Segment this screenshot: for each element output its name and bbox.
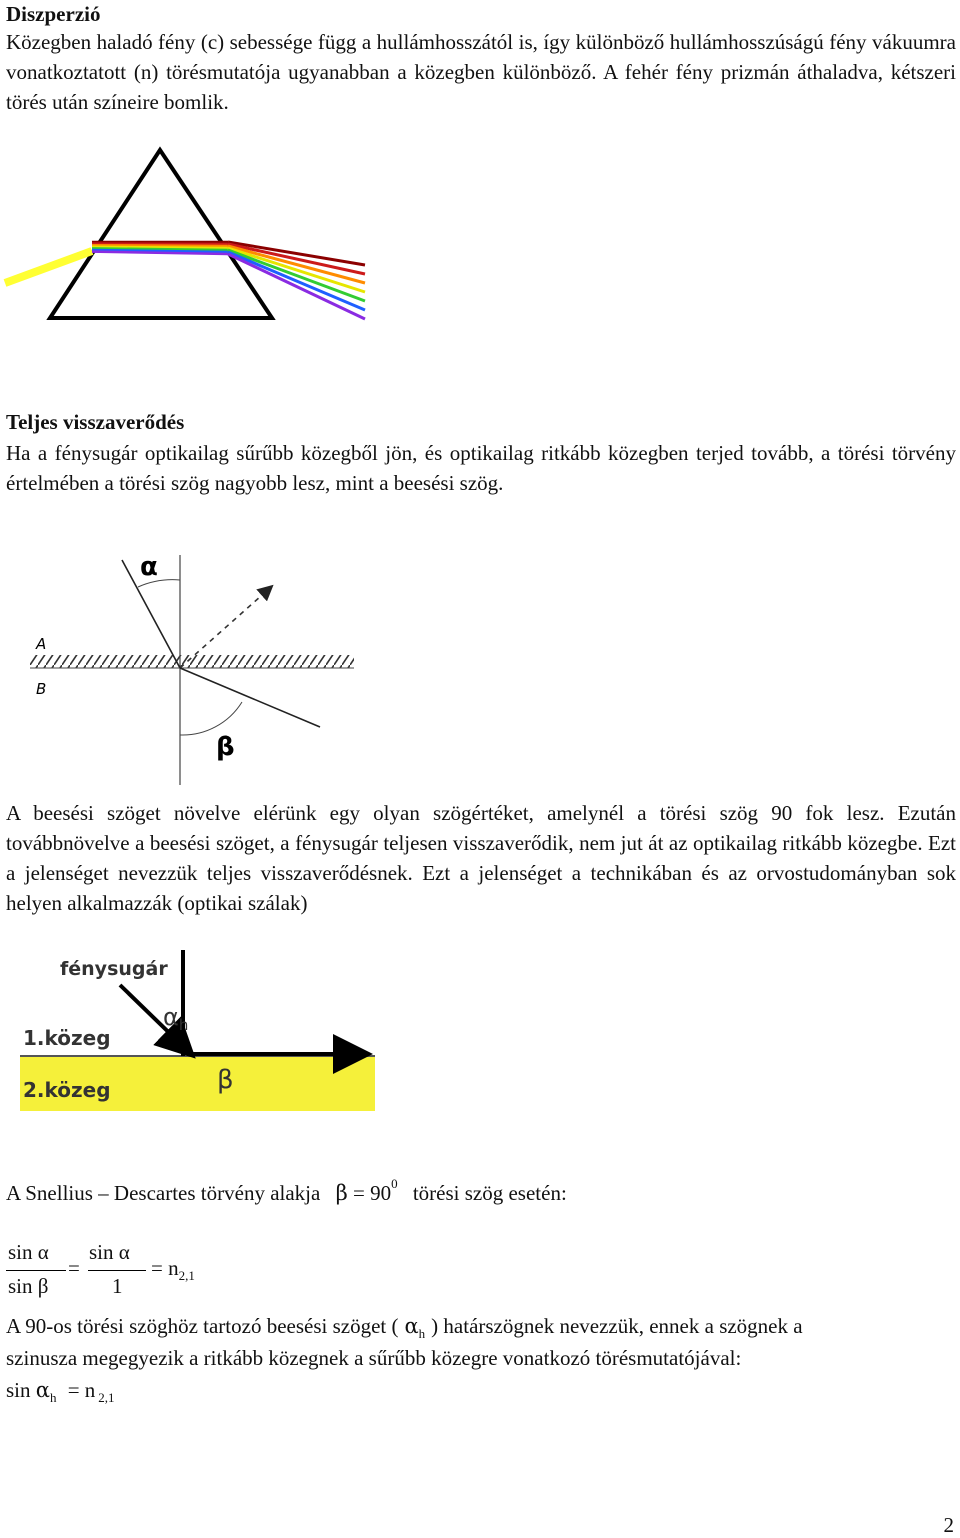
snell-formula: [6, 1240, 226, 1304]
result-n21: = $n_{2,1}$: [151, 1256, 195, 1284]
alpha-h-label: $\alpha_h$: [163, 1003, 188, 1034]
medium-b-label: B: [36, 680, 46, 698]
critical-angle-paragraph: A beesési szöget növelve elérünk egy olyan szögértéket, amelynél a törési szög 90 fok lesz. Ezután továbbnövelve a beesési szöget, a fénysugár teljesen visszaverődik, nem jut át az optikailag ritkább közegbe. Ezt a jelenséget nevezzük teljes visszaverődésnek. Ezt a jelenséget a technikában és az orvostudományban sok helyen alkalmazzák (optikai szálak): [6, 798, 956, 918]
incident-white-ray: [5, 251, 92, 283]
section-title-dispersion: Diszperzió: [6, 2, 100, 27]
refracted-ray: [180, 668, 320, 727]
critical-angle-figure: [15, 945, 380, 1115]
interface-hatching: [30, 655, 354, 668]
refraction-figure: [30, 545, 360, 790]
section-title-tir: Teljes visszaverődés: [6, 410, 184, 435]
fraction1-denominator: sin β: [8, 1274, 48, 1299]
critical-angle-definition-line1: A 90-os törési szöghöz tartozó beesési szöget ( $\alpha_h$ ) határszögnek nevezzük, ennek a szögnek a: [6, 1314, 803, 1342]
alpha-label: α: [140, 552, 158, 582]
prism-triangle: [50, 150, 272, 318]
fraction2-bar: [88, 1270, 146, 1271]
medium2-label: 2.közeg: [23, 1078, 111, 1102]
tir-paragraph: Ha a fénysugár optikailag sűrűbb közegből jön, és optikailag ritkább közegben terjed tovább, a törési törvény értelmében a törési szög nagyobb lesz, mint a beesési szög.: [6, 438, 956, 498]
snell-statement: A Snellius – Descartes törvény alakja $\beta = 90^0$ törési szög esetén:: [6, 1180, 567, 1206]
equals-sign-1: =: [68, 1256, 80, 1281]
fraction2-numerator: sin α: [89, 1240, 130, 1265]
beta-label: β: [217, 1065, 234, 1095]
beta-symbol: β: [336, 1181, 348, 1205]
beta-arc: [180, 702, 242, 735]
fraction1-bar: [6, 1270, 66, 1271]
ray-label: fénysugár: [60, 958, 168, 980]
internal-rays: [92, 242, 228, 254]
dispersion-paragraph: Közegben haladó fény (c) sebessége függ a hullámhosszától is, így különböző hullámhosszúságú fény vákuumra vonatkoztatott (n) törésmutatója ugyanabban a közegben különböző. A fehér fény prizmán áthaladva, kétszeri törés után színeire bomlik.: [6, 27, 956, 117]
page-number: 2: [944, 1513, 955, 1538]
fraction1-numerator: sin α: [8, 1240, 49, 1265]
fraction2-denominator: 1: [112, 1274, 123, 1299]
prism-figure: [0, 140, 380, 330]
medium1-label: 1.közeg: [23, 1026, 111, 1050]
medium-a-label: A: [35, 635, 46, 653]
critical-angle-definition-line2: szinusza megegyezik a ritkább közegnek a sűrűbb közegre vonatkozó törésmutatójával:: [6, 1346, 741, 1371]
beta-label: β: [216, 732, 235, 762]
final-formula: $\sin \alpha_h = n$ $_{2,1}$: [6, 1378, 115, 1406]
